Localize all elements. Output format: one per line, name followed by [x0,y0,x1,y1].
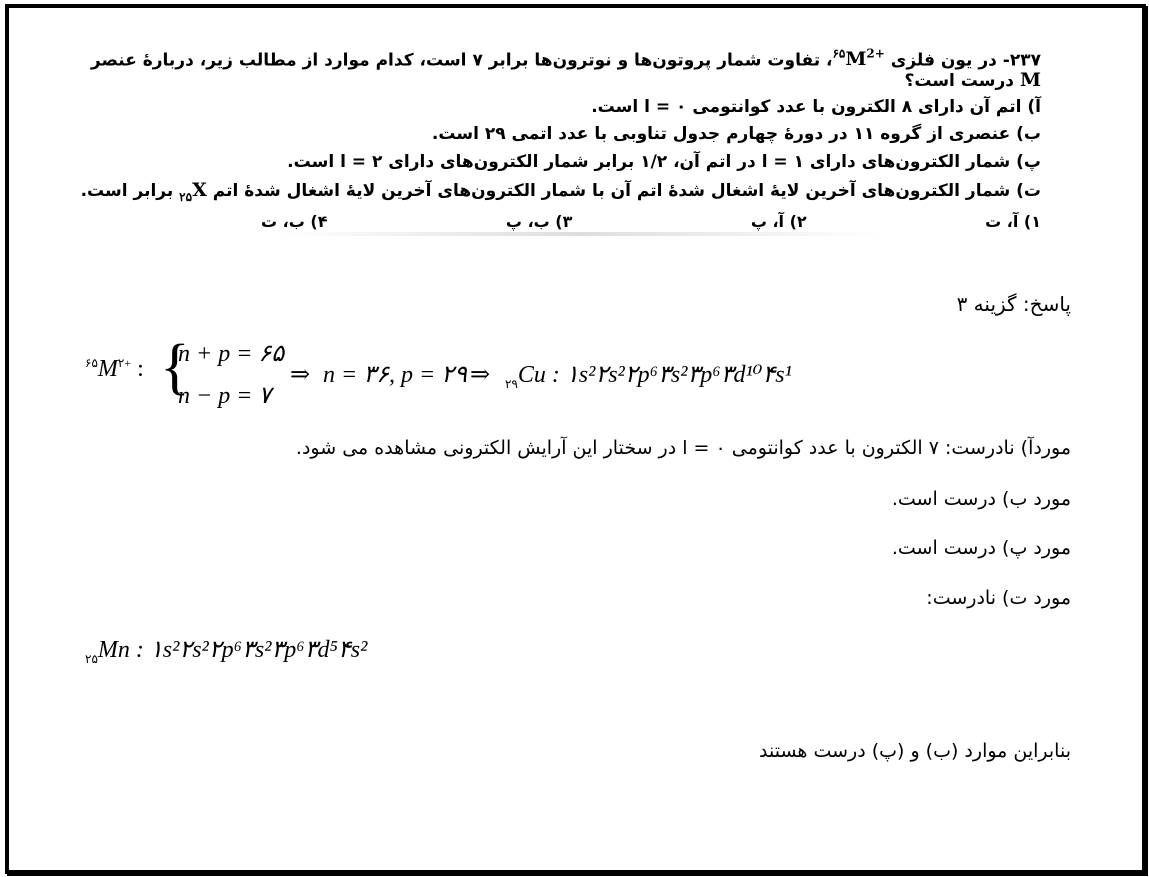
arrow-2: ⇒ [470,362,491,388]
answer-line-a: موردآ) نادرست: ۷ الکترون با عدد کوانتومی ۰ = l در سختار این آرایش الکترونی مشاهده می شود. [295,437,1071,459]
answer-options [261,212,1041,231]
question-line-1: ۲۳۷- در یون فلزی $^{۶۵}M^{2+}،$ تفاوت شمار پروتون‌ها و نوترون‌ها برابر ۷ است، کدام موارد از مطالب زیر، دربارهٔ عنصر [90,47,1041,71]
ion-equation-label: $^{۶۵}M^{۲+}$ : [85,356,144,382]
answer-line-t: مورد ت) نادرست: [926,587,1071,609]
question-number: ۲۳۷- [1002,50,1041,71]
scan-edge [280,232,880,236]
mn-configuration: $_{۲۵}$Mn : ۱s²۲s²۲p⁶۳s²۳p⁶۳d⁵۴s² [85,637,368,666]
question-item-a: آ) اتم آن دارای ۸ الکترون با عدد کوانتومی ۰ = l است. [591,97,1041,117]
option-3: ۳) ب، پ [505,212,573,231]
option-2: ۲) آ، پ [750,212,807,231]
cu-configuration: $_{۲۹}$Cu : ۱s²۲s²۲p⁶۳s²۳p⁶۳d¹⁰۴s¹ [505,362,792,391]
answer-line-b: مورد ب) درست است. [891,488,1071,510]
question-item-p: پ) شمار الکترون‌های دارای ۱ = l در اتم آن، ۱/۲ برابر شمار الکترون‌های دارای ۲ = l است. [287,152,1041,172]
equation-result: n = ۳۶, p = ۲۹ [323,362,467,388]
arrow-1: ⇒ [290,362,311,388]
question-line-2: M درست است؟ [904,69,1041,91]
answer-heading: پاسخ: گزینه ۳ [956,292,1071,316]
answer-line-p: مورد پ) درست است. [891,537,1071,559]
question-item-b: ب) عنصری از گروه ۱۱ در دورهٔ چهارم جدول تناوبی با عدد اتمی ۲۹ است. [431,124,1041,144]
conclusion: بنابراین موارد (ب) و (پ) درست هستند [759,740,1071,762]
equation-line-2: n − p = ۷ [178,383,272,409]
option-1: ۱) آ، ت [985,212,1041,231]
equation-line-1: n + p = ۶۵ [178,341,285,367]
option-4: ۴) ب، ت [261,212,328,231]
question-item-t: ت) شمار الکترون‌های آخرین لایهٔ اشغال شدهٔ اتم آن با شمار الکترون‌های آخرین لایهٔ اشغال شدهٔ اتم $_{۲۵}$X برابر است. [80,179,1041,204]
equation-brace: { [160,333,190,401]
ion-formula: $^{۶۵}M^{2+}$ [832,47,885,71]
